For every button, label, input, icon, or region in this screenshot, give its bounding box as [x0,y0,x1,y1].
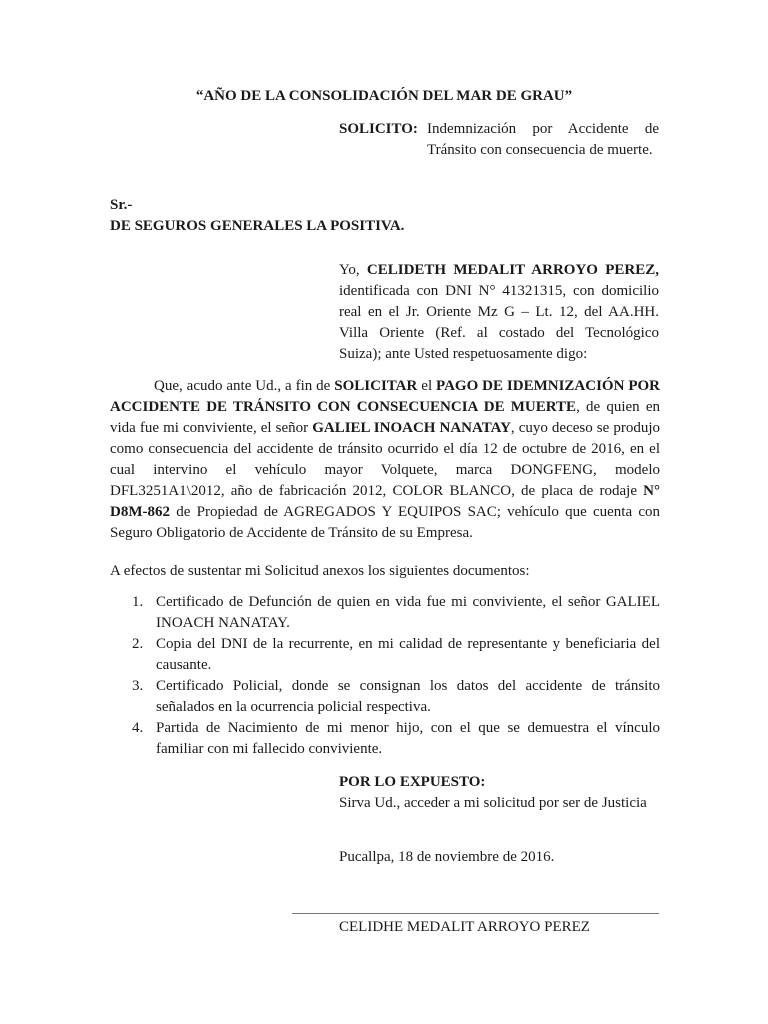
annex-intro: A efectos de sustentar mi Solicitud anexos los siguientes documentos: [110,563,530,579]
list-item: 2. Copia del DNI de la recurrente, en mi calidad de representante y beneficiaria del causante. [132,636,660,673]
list-item: 3. Certificado Policial, donde se consignan los datos del accidente de tránsito señalados en la ocurrencia policial respectiva. [132,678,660,715]
body-part-5: de Propiedad de AGREGADOS Y EQUIPOS SAC; vehículo que cuenta con Seguro Obligatorio de Accidente de Tránsito de su Empresa. [110,504,661,541]
addressee-salutation: Sr.- [110,197,133,213]
list-item: 4. Partida de Nacimiento de mi menor hijo, con el que se demuestra el vínculo familiar con mi fallecido conviviente. [132,720,660,757]
body-bold-2: PAGO DE IDEMNIZACIÓN POR ACCIDENTE DE TRÁNSITO CON CONSECUENCIA DE MUERTE [110,378,661,415]
body-bold-4: N° D8M-862 [110,483,660,520]
body-part-2: el [421,378,433,394]
intro-details: identificada con DNI N° 41321315, con domicilio real en el Jr. Oriente Mz G – Lt. 12, del AA.HH. Villa Oriente (Ref. al costado del Tecnológico Suiza); ante Usted respetuosamente digo: [339,283,659,362]
request-label: SOLICITO: [339,121,418,137]
signature-name: CELIDHE MEDALIT ARROYO PEREZ [339,919,590,935]
body-part-3: , de quien en vida fue mi conviviente, el señor [110,399,661,436]
list-item: 1. Certificado de Defunción de quien en vida fue mi conviviente, el señor GALIEL INOACH NANATAY. [132,594,660,631]
body-bold-3: GALIEL INOACH NANATAY [312,420,511,436]
addressee [110,195,670,237]
place-date: Pucallpa, 18 de noviembre de 2016. [339,849,555,865]
main-paragraph [110,376,660,544]
closing-text: Sirva Ud., acceder a mi solicitud por ser de Justicia [339,795,647,811]
signature-line [292,913,659,914]
body-bold-1: SOLICITAR [334,378,418,394]
body-part-4: , cuyo deceso se produjo como consecuencia del accidente de tránsito ocurrido el día 12 de octubre de 2016, en el cual intervino el vehículo mayor Volquete, marca DONGFENG, modelo DFL3251A1\2012, año de fabricación 2012, COLOR BLANCO, de placa de rodaje [110,420,661,499]
documents-list [110,592,660,760]
closing [339,772,669,814]
petitioner-name: CELIDETH MEDALIT ARROYO PEREZ, [366,262,659,278]
request-text: Indemnización por Accidente de Tránsito con consecuencia de muerte. [427,121,659,158]
year-motto: “AÑO DE LA CONSOLIDACIÓN DEL MAR DE GRAU” [195,88,573,104]
addressee-company: DE SEGUROS GENERALES LA POSITIVA. [110,218,405,234]
closing-title: POR LO EXPUESTO: [339,774,486,790]
intro-prefix: Yo, [339,262,360,278]
petitioner-intro [339,260,659,365]
request-subject [339,119,659,161]
body-part-1: Que, acudo ante Ud., a fin de [154,378,331,394]
